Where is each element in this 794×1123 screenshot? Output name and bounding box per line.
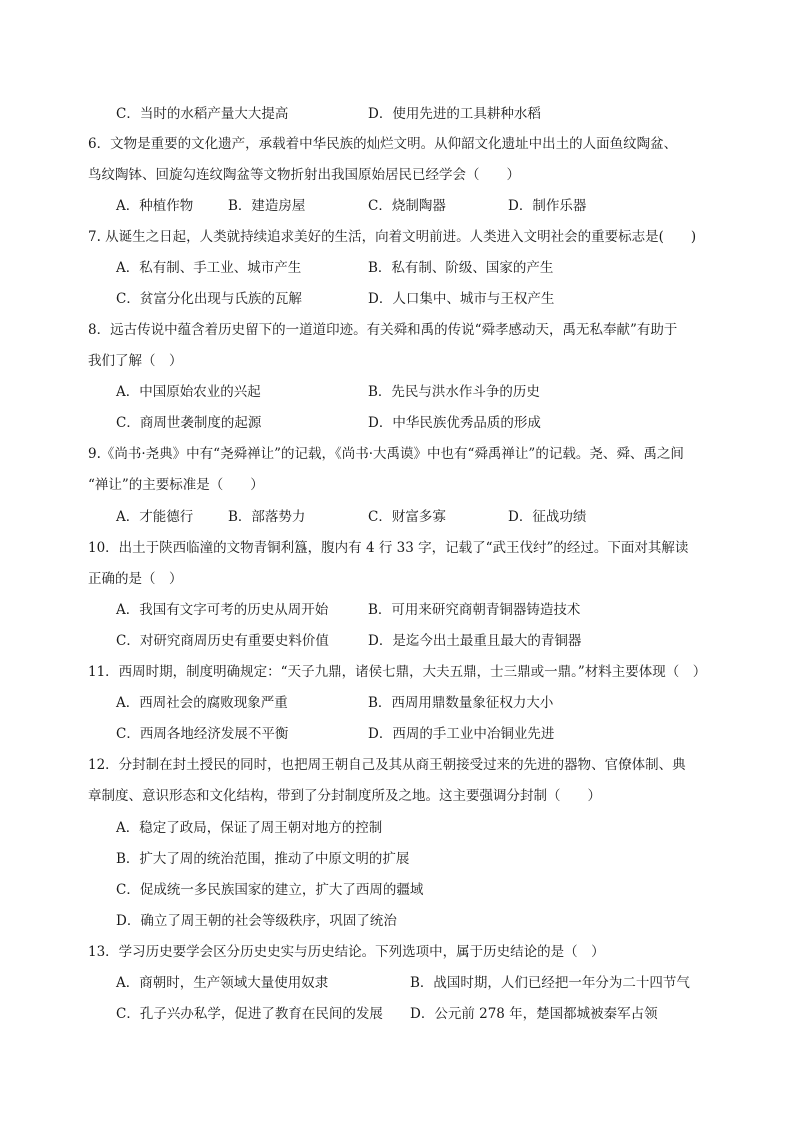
q7-stem-line1: 7. 从诞生之日起，人类就持续追求美好的生活，向着文明前进。人类进入文明社会的重要标志是( ) — [88, 229, 697, 245]
q13-stem-line1: 13．学习历史要学会区分历史史实与历史结论。下列选项中，属于历史结论的是（ ） — [88, 944, 605, 960]
q12-option-b: B．扩大了周的统治范围，推动了中原文明的扩展 — [116, 851, 410, 867]
q6-option-b: B．建造房屋 — [228, 198, 306, 214]
q7-option-c: C．贫富分化出现与氏族的瓦解 — [116, 291, 302, 307]
q7-option-a: A．私有制、手工业、城市产生 — [116, 260, 302, 276]
q11-option-a: A．西周社会的腐败现象严重 — [116, 695, 288, 711]
q12-option-d: D．确立了周王朝的社会等级秩序，巩固了统治 — [116, 913, 397, 929]
q11-option-c: C．西周各地经济发展不平衡 — [116, 726, 289, 742]
q8-option-c: C．商周世袭制度的起源 — [116, 415, 262, 431]
q9-stem-line2: “禅让”的主要标准是（ ） — [88, 477, 264, 493]
q8-option-d: D．中华民族优秀品质的形成 — [368, 415, 541, 431]
q9-option-b: B．部落势力 — [228, 509, 306, 525]
q13-option-c: C．孔子兴办私学，促进了教育在民间的发展 — [116, 1006, 383, 1022]
q8-option-b: B．先民与洪水作斗争的历史 — [368, 384, 540, 400]
q5-option-c: C．当时的水稻产量大大提高 — [116, 106, 289, 122]
q12-option-c: C．促成统一多民族国家的建立，扩大了西周的疆域 — [116, 882, 424, 898]
q10-stem-line2: 正确的是（ ） — [88, 571, 183, 587]
q8-option-a: A．中国原始农业的兴起 — [116, 384, 261, 400]
q8-stem-line1: 8．远古传说中蕴含着历史留下的一道道印迹。有关舜和禹的传说“舜孝感动天，禹无私奉献”有助于 — [88, 322, 678, 338]
q6-option-d: D．制作乐器 — [508, 198, 587, 214]
q5-option-d: D．使用先进的工具耕种水稻 — [368, 106, 541, 122]
q13-option-d: D．公元前 278 年，楚国都城被秦军占领 — [410, 1006, 658, 1022]
q11-stem-line1: 11．西周时期，制度明确规定：“天子九鼎，诸侯七鼎，大夫五鼎，士三鼎或一鼎。”材料主要体现（ ） — [88, 664, 707, 680]
q6-stem-line2: 鸟纹陶钵、回旋勾连纹陶盆等文物折射出我国原始居民已经学会（ ） — [88, 167, 520, 183]
q8-stem-line2: 我们了解（ ） — [88, 353, 183, 369]
q11-option-d: D．西周的手工业中冶铜业先进 — [368, 726, 555, 742]
q10-stem-line1: 10．出土于陕西临潼的文物青铜利簋，腹内有 4 行 33 字，记载了“武王伐纣”的经过。下面对其解读 — [88, 540, 689, 556]
q9-stem-line1: 9.《尚书·尧典》中有“尧舜禅让”的记载，《尚书·大禹谟》中也有“舜禹禅让”的记载。尧、舜、禹之间 — [88, 446, 684, 462]
q7-option-d: D．人口集中、城市与王权产生 — [368, 291, 555, 307]
q10-option-d: D．是迄今出土最重且最大的青铜器 — [368, 633, 582, 649]
q13-option-b: B．战国时期，人们已经把一年分为二十四节气 — [410, 975, 690, 991]
q6-stem-line1: 6．文物是重要的文化遗产，承载着中华民族的灿烂文明。从仰韶文化遗址中出土的人面鱼纹陶盆、 — [88, 136, 678, 152]
q6-option-a: A．种植作物 — [116, 198, 194, 214]
q12-stem-line1: 12．分封制在封土授民的同时，也把周王朝自己及其从商王朝接受过来的先进的器物、官僚体制、典 — [88, 757, 686, 773]
q13-option-a: A．商朝时，生产领域大量使用奴隶 — [116, 975, 329, 991]
q9-option-c: C．财富多寡 — [368, 509, 446, 525]
q12-option-a: A．稳定了政局，保证了周王朝对地方的控制 — [116, 820, 383, 836]
q10-option-b: B．可用来研究商朝青铜器铸造技术 — [368, 602, 581, 618]
q10-option-c: C．对研究商周历史有重要史料价值 — [116, 633, 329, 649]
q12-stem-line2: 章制度、意识形态和文化结构，带到了分封制度所及之地。这主要强调分封制（ ） — [88, 788, 601, 804]
q9-option-d: D．征战功绩 — [508, 509, 587, 525]
q11-option-b: B．西周用鼎数量象征权力大小 — [368, 695, 554, 711]
q6-option-c: C．烧制陶器 — [368, 198, 446, 214]
q7-option-b: B．私有制、阶级、国家的产生 — [368, 260, 554, 276]
q9-option-a: A．才能德行 — [116, 509, 194, 525]
q10-option-a: A．我国有文字可考的历史从周开始 — [116, 602, 329, 618]
